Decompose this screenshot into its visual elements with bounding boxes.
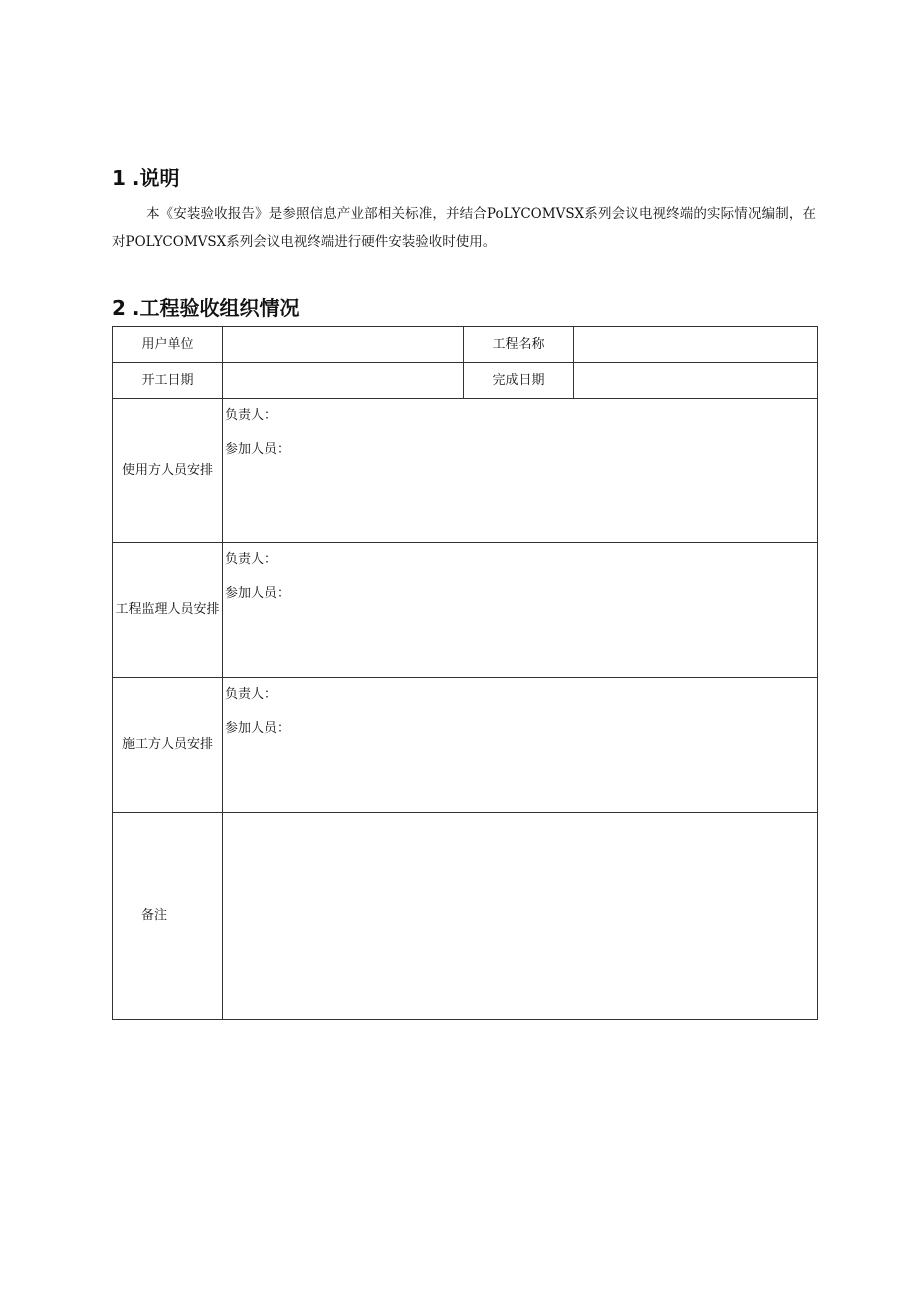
leader-label: 负责人： xyxy=(225,687,278,702)
section-1-title: .说明 xyxy=(131,166,180,190)
participants-label: 参加人员： xyxy=(225,586,291,601)
finish-date-label: 完成日期 xyxy=(464,363,574,399)
table-row xyxy=(113,399,818,543)
table-row xyxy=(113,327,818,363)
construction-staff-label: 施工方人员安排 xyxy=(113,678,223,813)
section-1-heading xyxy=(112,162,180,191)
section-2-title: .工程验收组织情况 xyxy=(131,296,300,320)
start-date-label: 开工日期 xyxy=(113,363,223,399)
leader-label: 负责人： xyxy=(225,408,278,423)
remarks-field[interactable] xyxy=(223,813,818,1020)
section-2-number: 2 xyxy=(112,296,126,320)
table-row xyxy=(113,678,818,813)
participants-label: 参加人员： xyxy=(225,721,291,736)
user-staff-field[interactable] xyxy=(223,399,818,543)
table-row xyxy=(113,363,818,399)
project-name-field[interactable] xyxy=(574,327,818,363)
table-row xyxy=(113,543,818,678)
remarks-label: 备注 xyxy=(113,813,223,1020)
user-unit-field[interactable] xyxy=(223,327,464,363)
user-unit-label: 用户单位 xyxy=(113,327,223,363)
table-row xyxy=(113,813,818,1020)
user-staff-label: 使用方人员安排 xyxy=(113,399,223,543)
participants-label: 参加人员： xyxy=(225,442,291,457)
supervisor-staff-label: 工程监理人员安排 xyxy=(113,543,223,678)
section-2-heading xyxy=(112,292,300,321)
finish-date-field[interactable] xyxy=(574,363,818,399)
section-1-paragraph: 本《安装验收报告》是参照信息产业部相关标准，并结合PoLYCOMVSX系列会议电视终端的实际情况编制，在对POLYCOMVSX系列会议电视终端进行硬件安装验收时使用。 xyxy=(112,206,816,250)
supervisor-staff-field[interactable] xyxy=(223,543,818,678)
leader-label: 负责人： xyxy=(225,552,278,567)
section-1-number: 1 xyxy=(112,166,126,190)
project-name-label: 工程名称 xyxy=(464,327,574,363)
acceptance-organization-table xyxy=(112,326,818,1020)
start-date-field[interactable] xyxy=(223,363,464,399)
construction-staff-field[interactable] xyxy=(223,678,818,813)
